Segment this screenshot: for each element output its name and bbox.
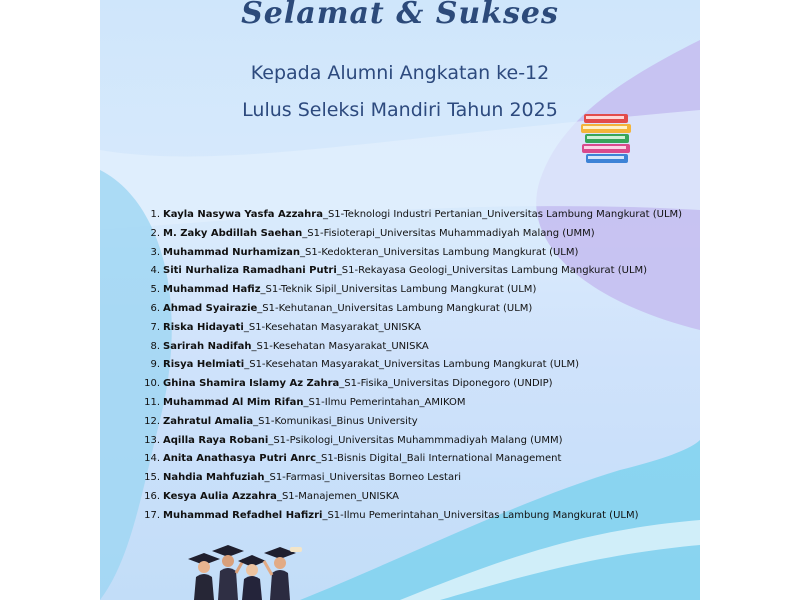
alumni-name: Risya Helmiati (163, 359, 245, 371)
alumni-program: _S1-Komunikasi_Binus University (253, 415, 418, 427)
list-item-number: 12. (144, 415, 160, 427)
list-item-number: 4. (150, 265, 160, 277)
list-item (144, 488, 684, 507)
list-item-number: 16. (144, 490, 160, 502)
graduate-1 (188, 553, 220, 600)
list-item-number: 9. (150, 359, 160, 371)
list-item-number: 1. (150, 209, 160, 220)
list-item-number: 2. (150, 227, 160, 239)
alumni-name: Anita Anathasya Putri Anrc (163, 453, 317, 465)
alumni-name: Muhammad Hafiz (163, 284, 261, 296)
list-item (144, 281, 684, 300)
list-item (144, 507, 684, 526)
alumni-name: Riska Hidayati (163, 321, 244, 333)
alumni-name: Nahdia Mahfuziah (163, 472, 265, 484)
alumni-program: _S1-Kesehatan Masyarakat_UNISKA (243, 321, 422, 333)
alumni-name: Muhammad Nurhamizan (163, 246, 300, 258)
list-item (144, 338, 684, 357)
alumni-list (144, 206, 684, 526)
list-item-number: 13. (144, 434, 160, 446)
list-item-number: 5. (150, 284, 160, 296)
alumni-program: _S1-Psikologi_Universitas Muhammmadiyah Malang (UMM) (268, 434, 563, 446)
alumni-name: Kayla Nasywa Yasfa Azzahra (163, 209, 323, 220)
list-item (144, 432, 684, 451)
alumni-program: _S1-Kesehatan Masyarakat_Universitas Lambung Mangkurat (ULM) (244, 359, 580, 371)
list-item (144, 225, 684, 244)
alumni-program: _S1-Fisioterapi_Universitas Muhammadiyah Malang (UMM) (302, 227, 595, 239)
announcement-poster (100, 0, 700, 600)
list-item (144, 413, 684, 432)
list-item-number: 7. (150, 321, 160, 333)
alumni-name: Aqilla Raya Robani (163, 434, 269, 446)
subtitle-line-1: Kepada Alumni Angkatan ke-12 (250, 62, 550, 84)
alumni-program: _S1-Ilmu Pemerintahan_AMIKOM (303, 396, 466, 408)
list-item-number: 3. (150, 246, 160, 258)
list-item (144, 469, 684, 488)
alumni-program: _S1-Kedokteran_Universitas Lambung Mangkurat (ULM) (300, 246, 579, 258)
list-item-number: 8. (150, 340, 160, 352)
list-item (144, 206, 684, 225)
alumni-name: Ahmad Syairazie (163, 302, 258, 314)
alumni-program: _S1-Bisnis Digital_Bali International Management (316, 453, 562, 465)
graduate-3 (238, 555, 266, 600)
alumni-name: Ghina Shamira Islamy Az Zahra (163, 378, 340, 390)
alumni-name: Muhammad Refadhel Hafizri (163, 509, 323, 521)
list-item-number: 6. (150, 302, 160, 314)
list-item (144, 262, 684, 281)
list-item (144, 450, 684, 469)
alumni-name: Zahratul Amalia (163, 415, 254, 427)
alumni-name: M. Zaky Abdillah Saehan (163, 227, 303, 239)
list-item-number: 15. (144, 472, 160, 484)
alumni-program: _S1-Rekayasa Geologi_Universitas Lambung Mangkurat (ULM) (336, 265, 648, 277)
alumni-program: _S1-Teknik Sipil_Universitas Lambung Mangkurat (ULM) (260, 284, 537, 296)
alumni-program: _S1-Farmasi_Universitas Borneo Lestari (264, 472, 461, 484)
graduate-4 (264, 547, 296, 600)
list-item (144, 356, 684, 375)
alumni-name: Muhammad Al Mim Rifan (163, 396, 304, 408)
alumni-program: _S1-Teknologi Industri Pertanian_Universitas Lambung Mangkurat (ULM) (322, 209, 683, 220)
list-item-number: 11. (144, 396, 160, 408)
list-item-number: 14. (144, 453, 160, 465)
alumni-program: _S1-Manajemen_UNISKA (276, 490, 399, 502)
graduates-illustration (186, 545, 306, 600)
list-item (144, 375, 684, 394)
books-stack-icon (578, 110, 636, 166)
diploma-icon (290, 547, 302, 552)
alumni-program: _S1-Fisika_Universitas Diponegoro (UNDIP) (339, 378, 553, 390)
graduate-2 (212, 545, 244, 600)
alumni-program: _S1-Kesehatan Masyarakat_UNISKA (251, 340, 429, 352)
alumni-program: _S1-Ilmu Pemerintahan_Universitas Lambung Mangkurat (ULM) (322, 509, 639, 521)
list-item (144, 394, 684, 413)
subtitle-line-2: Lulus Seleksi Mandiri Tahun 2025 (242, 99, 558, 121)
list-item (144, 319, 684, 338)
alumni-name: Sarirah Nadifah (163, 340, 252, 352)
alumni-name: Siti Nurhaliza Ramadhani Putri (163, 265, 337, 277)
list-item (144, 244, 684, 263)
list-item (144, 300, 684, 319)
alumni-name: Kesya Aulia Azzahra (163, 490, 277, 502)
list-item-number: 17. (144, 509, 160, 521)
alumni-program: _S1-Kehutanan_Universitas Lambung Mangkurat (ULM) (257, 302, 533, 314)
page-title: Selamat & Sukses (241, 0, 559, 31)
list-item-number: 10. (144, 378, 160, 390)
